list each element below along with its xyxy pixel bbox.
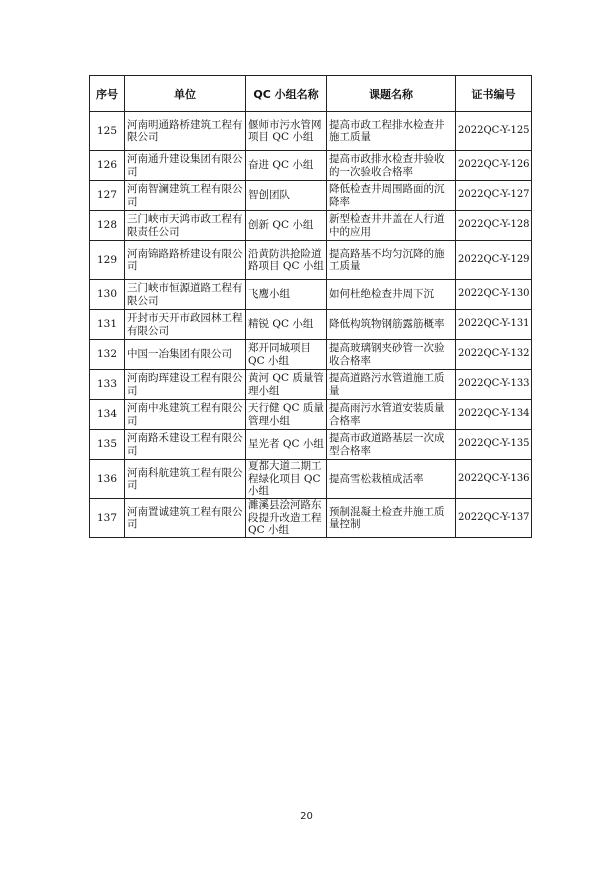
cell-qc-group-name: 沿黄防洪抢险道路项目 QC 小组: [246, 241, 327, 280]
cell-serial-number: 137: [90, 499, 125, 538]
cell-topic-name: 提高市政道路基层一次成型合格率: [327, 430, 456, 460]
cell-serial-number: 134: [90, 400, 125, 430]
cell-topic-name: 降低检查井周围路面的沉降率: [327, 181, 456, 211]
cell-certificate-number: 2022QC-Y-132: [456, 340, 532, 370]
header-serial-number: 序号: [90, 76, 125, 112]
cell-certificate-number: 2022QC-Y-128: [456, 211, 532, 241]
cell-qc-group-name: 黄河 QC 质量管理小组: [246, 370, 327, 400]
cell-serial-number: 125: [90, 112, 125, 151]
cell-serial-number: 126: [90, 151, 125, 181]
cell-certificate-number: 2022QC-Y-133: [456, 370, 532, 400]
cell-certificate-number: 2022QC-Y-136: [456, 460, 532, 499]
cell-certificate-number: 2022QC-Y-126: [456, 151, 532, 181]
cell-unit: 河南智澜建筑工程有限公司: [125, 181, 246, 211]
cell-serial-number: 135: [90, 430, 125, 460]
cell-topic-name: 提高路基不均匀沉降的施工质量: [327, 241, 456, 280]
page-number: 20: [300, 811, 313, 822]
cell-qc-group-name: 奋进 QC 小组: [246, 151, 327, 181]
table-row: [90, 460, 532, 499]
table-row: [90, 370, 532, 400]
cell-unit: 中国一冶集团有限公司: [125, 340, 246, 370]
table-row: [90, 310, 532, 340]
cell-qc-group-name: 天行健 QC 质量管理小组: [246, 400, 327, 430]
table-row: [90, 340, 532, 370]
cell-certificate-number: 2022QC-Y-134: [456, 400, 532, 430]
cell-qc-group-name: 创新 QC 小组: [246, 211, 327, 241]
table-row: [90, 499, 532, 538]
table-row: [90, 400, 532, 430]
cell-certificate-number: 2022QC-Y-127: [456, 181, 532, 211]
cell-serial-number: 131: [90, 310, 125, 340]
cell-qc-group-name: 濉溪县浍河路东段提升改造工程 QC 小组: [246, 499, 327, 538]
table-row: [90, 151, 532, 181]
cell-topic-name: 提高市政工程排水检查井施工质量: [327, 112, 456, 151]
cell-unit: 河南中兆建筑工程有限公司: [125, 400, 246, 430]
cell-qc-group-name: 偃师市污水管网项目 QC 小组: [246, 112, 327, 151]
cell-unit: 三门峡市天鸿市政工程有限责任公司: [125, 211, 246, 241]
cell-unit: 开封市天开市政园林工程有限公司: [125, 310, 246, 340]
cell-serial-number: 133: [90, 370, 125, 400]
cell-serial-number: 129: [90, 241, 125, 280]
cell-unit: 河南昀珲建设工程有限公司: [125, 370, 246, 400]
cell-unit: 河南路禾建设工程有限公司: [125, 430, 246, 460]
cell-serial-number: 130: [90, 280, 125, 310]
table-row: [90, 241, 532, 280]
cell-certificate-number: 2022QC-Y-125: [456, 112, 532, 151]
cell-topic-name: 新型检查井井盖在人行道中的应用: [327, 211, 456, 241]
cell-qc-group-name: 精锐 QC 小组: [246, 310, 327, 340]
cell-unit: 河南明通路桥建筑工程有限公司: [125, 112, 246, 151]
cell-serial-number: 128: [90, 211, 125, 241]
cell-qc-group-name: 智创团队: [246, 181, 327, 211]
cell-serial-number: 136: [90, 460, 125, 499]
table-row: [90, 211, 532, 241]
cell-qc-group-name: 郑开同城项目 QC 小组: [246, 340, 327, 370]
cell-certificate-number: 2022QC-Y-137: [456, 499, 532, 538]
cell-topic-name: 提高市政排水检查井验收的一次验收合格率: [327, 151, 456, 181]
header-topic-name: 课题名称: [327, 76, 456, 112]
cell-qc-group-name: 飞鹰小组: [246, 280, 327, 310]
cell-certificate-number: 2022QC-Y-130: [456, 280, 532, 310]
cell-serial-number: 132: [90, 340, 125, 370]
cell-certificate-number: 2022QC-Y-135: [456, 430, 532, 460]
cell-unit: 河南科航建筑工程有限公司: [125, 460, 246, 499]
cell-topic-name: 预制混凝土检查井施工质量控制: [327, 499, 456, 538]
cell-topic-name: 提高玻璃钢夹砂管一次验收合格率: [327, 340, 456, 370]
cell-topic-name: 提高道路污水管道施工质量: [327, 370, 456, 400]
table-row: [90, 181, 532, 211]
cell-topic-name: 提高雪松栽植成活率: [327, 460, 456, 499]
cell-unit: 河南通升建设集团有限公司: [125, 151, 246, 181]
header-certificate-number: 证书编号: [456, 76, 532, 112]
cell-qc-group-name: 夏都大道二期工程绿化项目 QC 小组: [246, 460, 327, 499]
cell-unit: 河南锦路路桥建设有限公司: [125, 241, 246, 280]
cell-certificate-number: 2022QC-Y-129: [456, 241, 532, 280]
table-row: [90, 280, 532, 310]
table-row: [90, 430, 532, 460]
cell-topic-name: 降低构筑物钢筋露筋概率: [327, 310, 456, 340]
cell-topic-name: 提高雨污水管道安装质量合格率: [327, 400, 456, 430]
cell-qc-group-name: 星光者 QC 小组: [246, 430, 327, 460]
header-unit: 单位: [125, 76, 246, 112]
cell-certificate-number: 2022QC-Y-131: [456, 310, 532, 340]
cell-topic-name: 如何杜绝检查井周下沉: [327, 280, 456, 310]
cell-serial-number: 127: [90, 181, 125, 211]
cell-unit: 三门峡市恒源道路工程有限公司: [125, 280, 246, 310]
cell-unit: 河南置诚建筑工程有限公司: [125, 499, 246, 538]
header-qc-group-name: QC 小组名称: [246, 76, 327, 112]
qc-results-table: [89, 75, 532, 538]
table-row: [90, 112, 532, 151]
table-header-row: [90, 76, 532, 112]
